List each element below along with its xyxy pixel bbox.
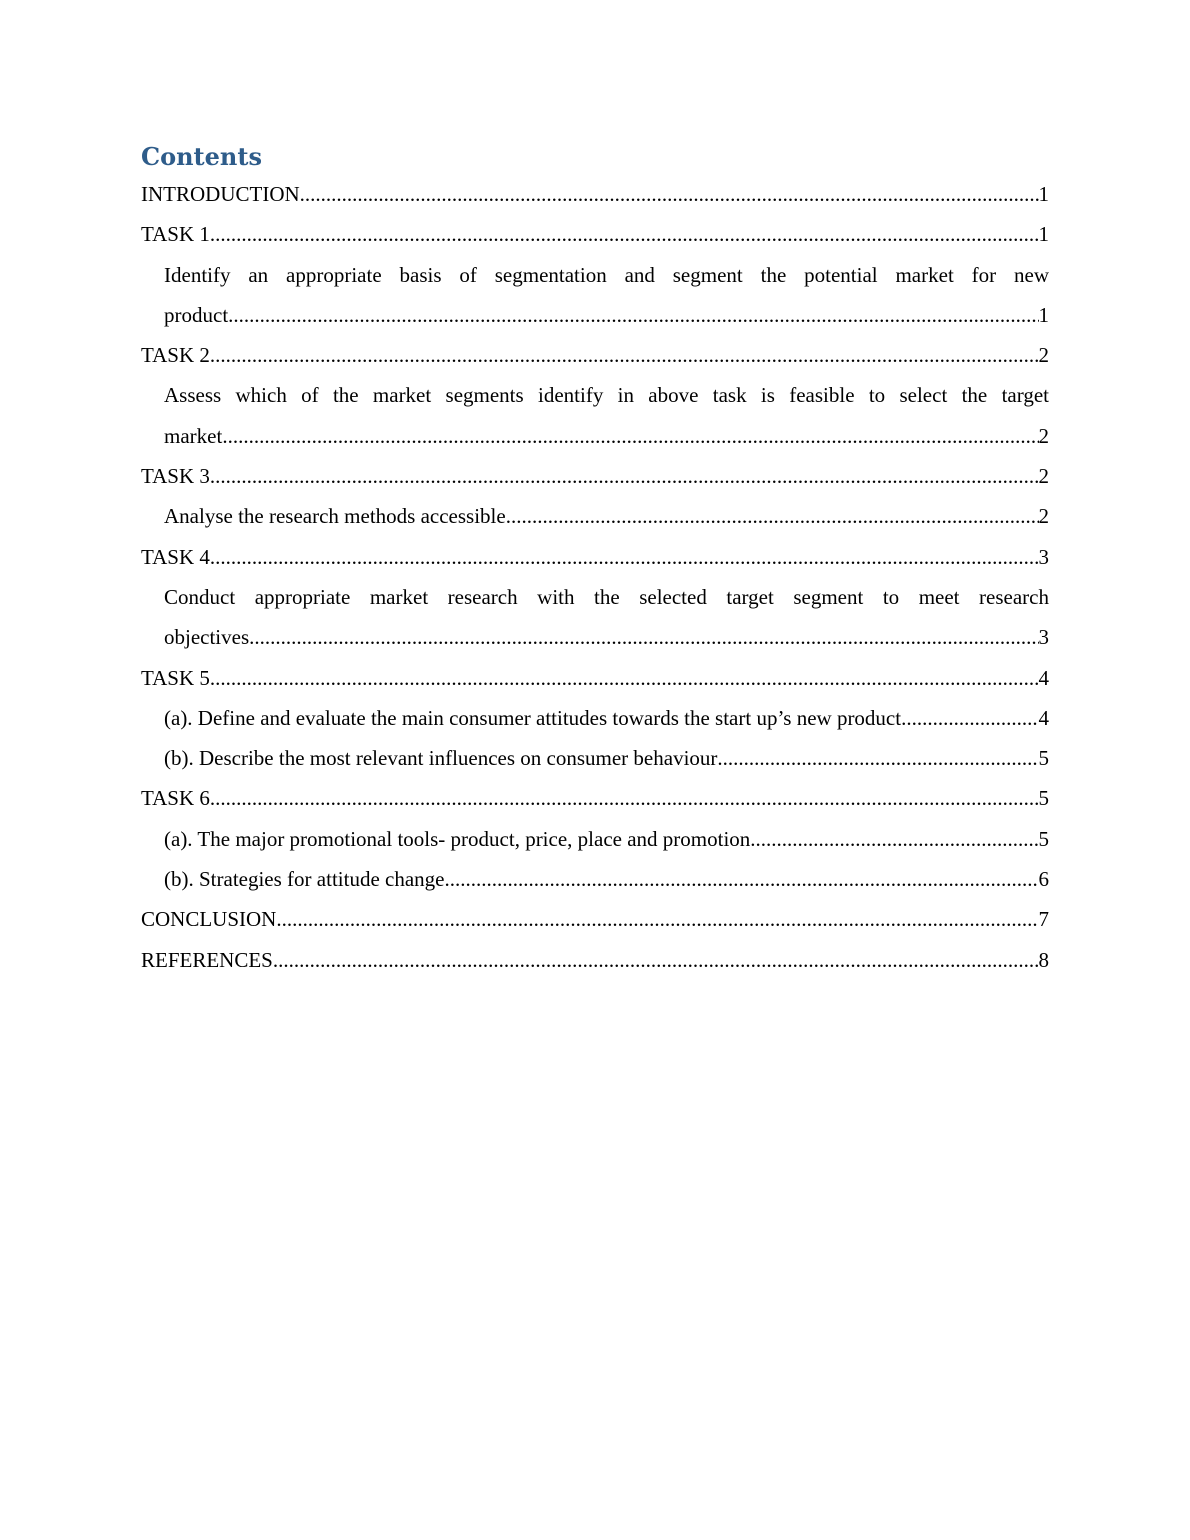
dot-leader [901, 698, 1038, 738]
toc-entry-label: CONCLUSION [141, 907, 277, 932]
toc-title: Contents [141, 142, 262, 171]
toc-entry-label: product [164, 302, 229, 327]
toc-entry-label-line-1: Identify an appropriate basis of segmentation and segment the potential market for new [164, 262, 1049, 287]
toc-page-number: 5 [1038, 746, 1049, 771]
toc-entry-label: (a). Define and evaluate the main consumer attitudes towards the start up’s new product [164, 705, 902, 730]
toc-entry-label: INTRODUCTION [141, 182, 300, 206]
dot-leader [210, 778, 1039, 818]
toc-page-number: 4 [1038, 705, 1049, 730]
dot-leader [249, 617, 1038, 657]
toc-entry-label: Analyse the research methods accessible [164, 504, 506, 529]
toc-page-number: 1 [1038, 222, 1049, 247]
toc-entry-consumer-attitudes[interactable] [141, 698, 1049, 738]
toc-entry-references[interactable] [141, 940, 1049, 980]
dot-leader [300, 174, 1039, 214]
dot-leader [444, 859, 1038, 899]
toc-page-number: 2 [1038, 504, 1049, 529]
toc-page-number: 8 [1038, 947, 1049, 972]
toc-entry-label: TASK 6 [141, 786, 210, 811]
toc-entry-task-4[interactable] [141, 537, 1049, 577]
toc-entry-label: objectives [164, 625, 250, 650]
toc-page-number: 1 [1038, 302, 1049, 327]
dot-leader [210, 658, 1039, 698]
document-page [141, 140, 1049, 980]
toc-page-number: 2 [1038, 464, 1049, 489]
toc-entry-label-line-1: Conduct appropriate market research with the selected target segment to meet research [164, 584, 1049, 609]
toc-page-number: 4 [1038, 665, 1049, 690]
toc-entry-segmentation[interactable] [141, 255, 1049, 336]
toc-entry-task-6[interactable] [141, 778, 1049, 818]
toc-page-number: 1 [1038, 182, 1049, 206]
toc-entry-label: TASK 1 [141, 222, 210, 247]
dot-leader [276, 899, 1038, 939]
toc-page-number: 5 [1038, 826, 1049, 851]
dot-leader [210, 537, 1039, 577]
toc-entry-label: REFERENCES [141, 947, 273, 972]
toc-entry-market-research[interactable] [141, 577, 1049, 658]
dot-leader [228, 295, 1038, 335]
toc-entry-label-line-1: Assess which of the market segments identify in above task is feasible to select the target [164, 383, 1049, 408]
dot-leader [506, 496, 1039, 536]
toc-entry-label: (b). Strategies for attitude change [164, 867, 445, 892]
toc-entry-label: TASK 5 [141, 665, 210, 690]
toc-entry-target-market[interactable] [141, 375, 1049, 456]
dot-leader [210, 335, 1039, 375]
toc-entry-label: TASK 4 [141, 544, 210, 569]
table-of-contents [141, 174, 1049, 980]
toc-page-number: 3 [1038, 544, 1049, 569]
dot-leader [210, 456, 1039, 496]
toc-entry-task-5[interactable] [141, 658, 1049, 698]
dot-leader [222, 416, 1038, 456]
toc-entry-introduction[interactable] [141, 174, 1049, 214]
toc-entry-research-methods[interactable] [141, 496, 1049, 536]
toc-page-number: 3 [1038, 625, 1049, 650]
toc-page-number: 6 [1038, 867, 1049, 892]
toc-entry-label: TASK 2 [141, 343, 210, 368]
toc-page-number: 5 [1038, 786, 1049, 811]
toc-entry-task-1[interactable] [141, 214, 1049, 254]
toc-entry-label: market [164, 423, 223, 448]
dot-leader [750, 819, 1038, 859]
dot-leader [210, 214, 1039, 254]
toc-entry-label: (b). Describe the most relevant influences on consumer behaviour [164, 746, 718, 771]
dot-leader [717, 738, 1038, 778]
toc-entry-promotional-tools[interactable] [141, 819, 1049, 859]
toc-entry-consumer-behaviour[interactable] [141, 738, 1049, 778]
dot-leader [273, 940, 1039, 980]
toc-entry-task-3[interactable] [141, 456, 1049, 496]
toc-entry-label: (a). The major promotional tools- product, price, place and promotion [164, 826, 751, 851]
toc-entry-conclusion[interactable] [141, 899, 1049, 939]
toc-page-number: 7 [1038, 907, 1049, 932]
toc-entry-task-2[interactable] [141, 335, 1049, 375]
toc-page-number: 2 [1038, 343, 1049, 368]
toc-page-number: 2 [1038, 423, 1049, 448]
toc-entry-label: TASK 3 [141, 464, 210, 489]
toc-entry-attitude-change[interactable] [141, 859, 1049, 899]
